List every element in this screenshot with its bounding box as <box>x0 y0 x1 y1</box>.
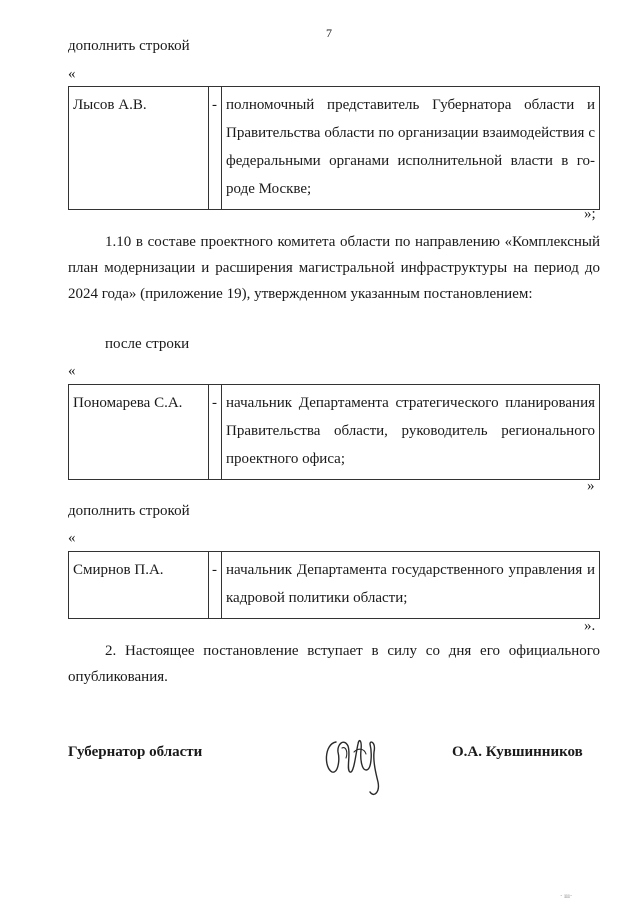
intro-after-line: после строки <box>105 336 190 352</box>
signatory-role: Губернатор области <box>68 744 203 760</box>
signatory-name: О.А. Кувшинников <box>452 744 583 760</box>
close-quote-3: ». <box>584 618 596 634</box>
paragraph-2 <box>68 638 600 690</box>
close-quote-1: »; <box>584 206 596 222</box>
entry-name-1: Лысов А.В. <box>69 87 209 210</box>
entry-table-2 <box>68 384 600 480</box>
entry-desc-3: начальник Департамента государственного управления и кадровой политики области; <box>222 552 600 619</box>
paragraph-1-10 <box>68 229 600 307</box>
page-number: 7 <box>326 26 332 40</box>
paragraph-1-10-text: 1.10 в составе проектного комитета области по направлению «Комплексный план модернизации и расширения магистральной инфраструктуры на период до 2024 года» (приложение 19), утвержденном указанным постановлением: <box>68 234 600 302</box>
paragraph-2-text: 2. Настоящее постановление вступает в силу со дня его официального опубликования. <box>68 643 600 685</box>
entry-dash-1: - <box>209 87 222 210</box>
entry-name-2: Пономарева С.А. <box>69 385 209 480</box>
open-quote-3: « <box>68 530 76 546</box>
entry-dash-2: - <box>209 385 222 480</box>
open-quote-1: « <box>68 66 76 82</box>
entry-name-3: Смирнов П.А. <box>69 552 209 619</box>
intro-add-line-2: дополнить строкой <box>68 503 190 519</box>
handwritten-signature <box>318 722 390 802</box>
entry-table-3 <box>68 551 600 619</box>
corner-mark-top: ·· · <box>574 0 583 4</box>
entry-desc-1: полномочный представитель Губернатора области и Правительства области по организации взаимодействия с федеральными органами исполнительной власти в го-роде Москве; <box>222 87 600 210</box>
open-quote-2: « <box>68 363 76 379</box>
entry-dash-3: - <box>209 552 222 619</box>
intro-add-line-1: дополнить строкой <box>68 38 190 54</box>
corner-mark: · ııı· <box>560 892 573 900</box>
close-quote-2: » <box>587 478 595 494</box>
entry-table-1 <box>68 86 600 210</box>
entry-desc-2: начальник Департамента стратегического планирования Правительства области, руководитель регионального проектного офиса; <box>222 385 600 480</box>
